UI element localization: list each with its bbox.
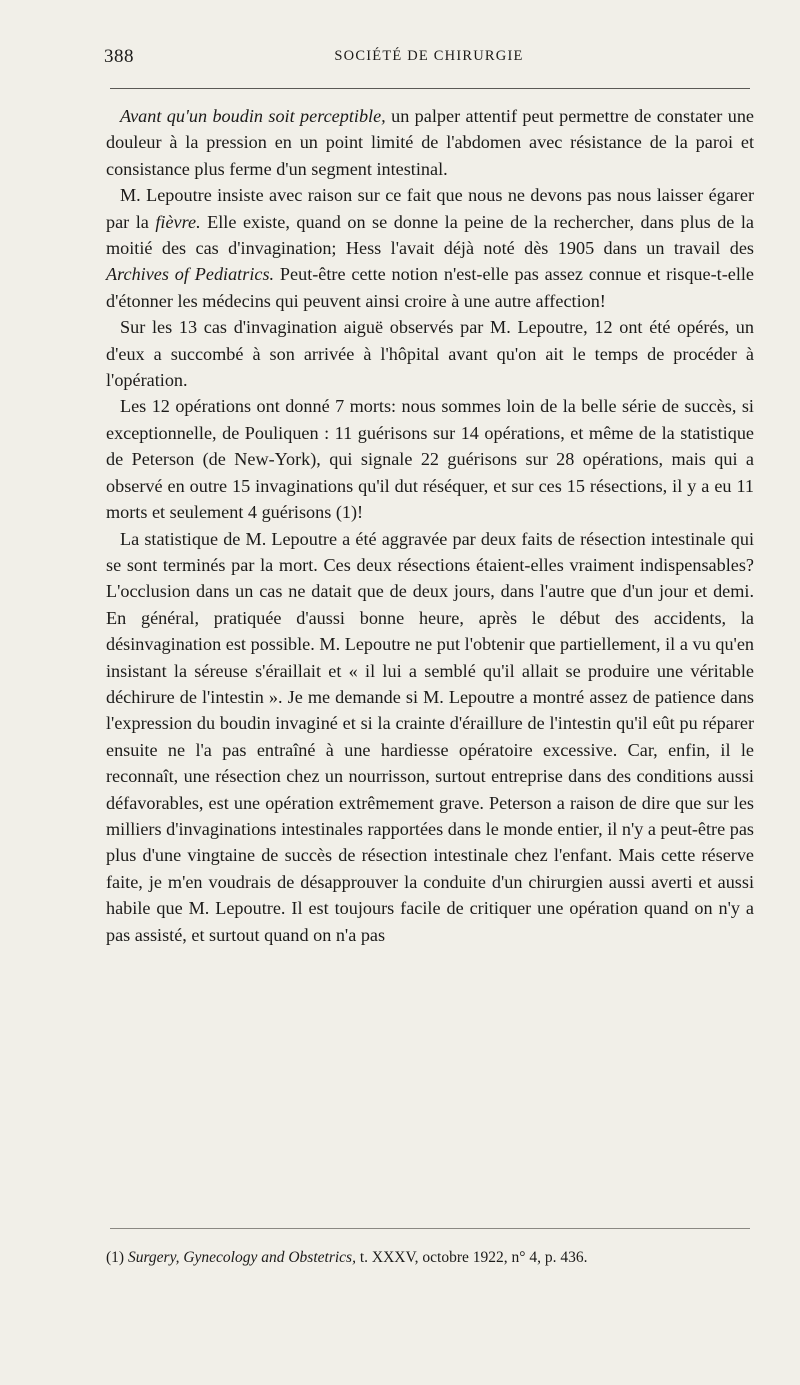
italic-text-run: Surgery, Gynecology and Obstetrics, [127,1249,356,1266]
text-run: Les 12 opérations ont donné 7 morts: nous sommes loin de la belle série de succès, si exceptionnelle, de Pouliquen : 11 guérisons sur 14 opérations, et même de la statistique de Peterson (de New-York), qui signale 22 guérisons sur 28 opérations, mais qui a observé en outre 15 invaginations qu'il dut réséquer, et sur ces 15 résections, il y a eu 11 morts et seulement 4 guérisons (1)! [106,396,754,523]
body-text [106,103,754,948]
running-head: SOCIÉTÉ DE CHIRURGIE [334,48,524,64]
header-rule [110,88,750,89]
page-number: 388 [104,46,134,67]
text-run: Elle existe, quand on se donne la peine de la rechercher, dans plus de la moitié des cas d'invagination; Hess l'avait déjà noté dès 1905 dans un travail des [106,211,754,259]
italic-text-run: Archives of Pediatrics. [106,264,275,285]
paragraph [106,393,754,525]
footnote-separator [110,1228,750,1229]
italic-text-run: Avant qu'un boudin soit perceptible, [120,106,386,126]
text-run: un palper attentif peut permettre de constater une douleur à la pression en un point limité de l'abdomen avec résistance de la paroi et consistance plus ferme d'un segment intestinal. [106,106,755,179]
paragraph [106,526,754,949]
text-run: (1) [106,1249,128,1266]
paragraph [106,182,754,314]
footnote [106,1247,754,1269]
text-run: Sur les 13 cas d'invagination aiguë observés par M. Lepoutre, 12 ont été opérés, un d'eux a succombé à son arrivée à l'hôpital avant qu'on ait le temps de procéder à l'opération. [106,317,754,391]
text-run: t. XXXV, octobre 1922, n° 4, p. 436. [355,1249,588,1266]
text-run: La statistique de M. Lepoutre a été aggravée par deux faits de résection intestinale qui se sont terminés par la mort. Ces deux résections étaient-elles vraiment indispensables? L'occlusion dans un cas ne datait que de deux jours, dans l'autre que d'un jour et demi. En général, pratiquée d'aussi bonne heure, après le début des accidents, la désinvagination est possible. M. Lepoutre ne put l'obtenir que partiellement, il a vu qu'en insistant la séreuse s'éraillait et « il lui a semblé qu'il allait se produire une véritable déchirure de l'intestin ». Je me demande si M. Lepoutre a montré assez de patience dans l'expression du boudin invaginé et si la crainte d'éraillure de l'intestin qu'il eût pu réparer ensuite ne l'a pas entraîné à une hardiesse opératoire excessive. Car, enfin, il le reconnaît, une résection chez un nourrisson, surtout entreprise dans des conditions aussi défavorables, est une opération extrêmement grave. Peterson a raison de dire que sur les milliers d'invaginations intestinales rapportées dans le monde entier, il n'y a peut-être pas plus d'une vingtaine de succès de résection intestinale chez l'enfant. Mais cette réserve faite, je m'en voudrais de désapprouver la conduite d'un chirurgien aussi averti et aussi habile que M. Lepoutre. Il est toujours facile de critiquer une opération quand on n'y a pas assisté, et surtout quand on n'a pas [106,528,754,945]
paragraph [106,103,754,182]
text-run: Peut-être cette notion n'est-elle pas assez connue et risque-t-elle d'étonner les médecins qui peuvent ainsi croire à une autre affection! [106,264,755,311]
italic-text-run: fièvre. [155,211,201,232]
text-run: M. Lepoutre insiste avec raison sur ce fait que nous ne devons pas nous laisser égarer par la [106,185,754,232]
paragraph [106,314,754,393]
page-header [104,46,754,70]
